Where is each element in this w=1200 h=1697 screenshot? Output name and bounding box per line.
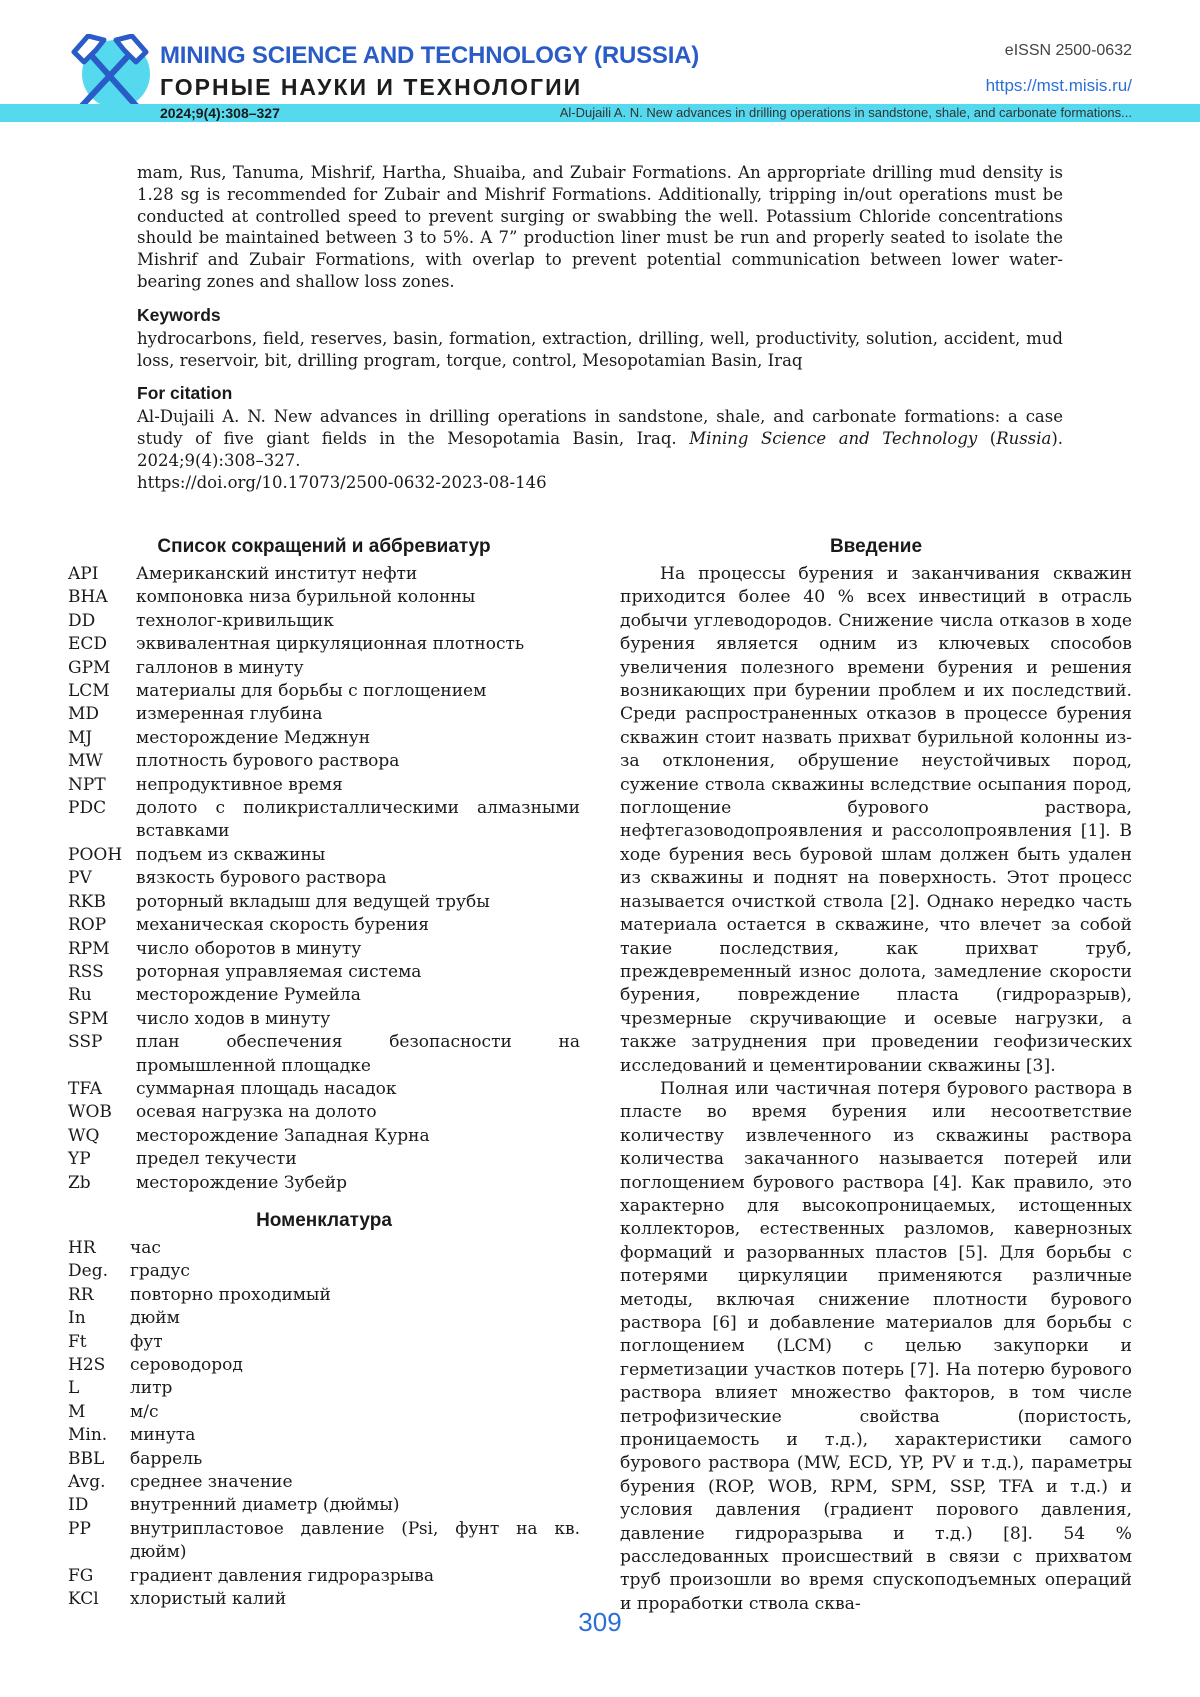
abbreviation-row-definition: роторная управляемая система	[136, 961, 422, 982]
abbreviation-row-term: WOB	[68, 1102, 112, 1123]
nomenclature-row	[68, 1377, 580, 1400]
abbreviation-row-definition: плотность бурового раствора	[136, 751, 400, 772]
abbreviation-row-term: TFA	[68, 1078, 102, 1099]
keywords-heading: Keywords	[137, 304, 221, 325]
abbreviations-title: Список сокращений и аббревиатур	[157, 536, 491, 557]
abbreviation-row-definition: месторождение Зубейр	[136, 1172, 347, 1193]
abbreviation-row-definition: осевая нагрузка на долото	[136, 1102, 377, 1123]
nomenclature-row-definition: градус	[130, 1261, 190, 1282]
nomenclature-row-term: PP	[68, 1518, 91, 1539]
abbreviation-row-definition: эквивалентная циркуляционная плотность	[136, 634, 525, 655]
abbreviation-row-term: RPM	[68, 938, 110, 959]
abbreviation-row-definition: вязкость бурового раствора	[136, 868, 387, 889]
nomenclature-row-definition: час	[130, 1237, 161, 1258]
abbreviation-row	[68, 914, 580, 937]
abbreviation-row-term: Ru	[68, 985, 92, 1006]
running-head: Al-Dujaili A. N. New advances in drilling operations in sandstone, shale, and carbonate formations...	[559, 105, 1132, 120]
journal-title-ru: ГОРНЫЕ НАУКИ И ТЕХНОЛОГИИ	[160, 74, 583, 100]
abbreviation-row	[68, 1078, 580, 1101]
abbreviation-row	[68, 984, 580, 1007]
nomenclature-row	[68, 1354, 580, 1377]
nomenclature-title: Номенклатура	[256, 1209, 392, 1231]
abbreviation-row	[68, 610, 580, 633]
abbreviation-row	[68, 657, 580, 680]
nomenclature-row-definition: фут	[130, 1331, 163, 1352]
nomenclature-row-definition: баррель	[130, 1448, 203, 1469]
intro-paragraph-2: Полная или частичная потеря бурового раствора в пласте во время бурения или несоответствие количеству извлеченного из скважины раствора количества закачанного называется потерей или поглощением бурового раствора [4]. Как правило, это характерно для высокопроницаемых, истощенных коллекторов, естественных разломов, кавернозных формаций и разорванных пластов [5]. Для борьбы с потерями циркуляции применяются различные методы, включая снижение плотности бурового раствора [6] и добавление материалов для борьбы с поглощением (LCM) с целью закупорки и герметизации участков потерь [7]. На потерю бурового раствора влияет множество факторов, в том числе петрофизические свойства (пористость, проницаемость и т.д.), характеристики самого бурового раствора (MW, ECD, YP, PV и т.д.), параметры бурения (ROP, WOB, RPM, SPM, SSP, TFA и т.д.) и условия давления (градиент порового давления, давление гидроразрыва и т.д.) [8]. 54 % расследованных происшествий в связи с прихватом труб произошли во время спускоподъемных операций и проработки ствола сква-	[620, 1078, 1132, 1614]
eissn: eISSN 2500-0632	[1004, 42, 1132, 59]
abbreviation-row-definition: технолог-кривильщик	[136, 610, 334, 631]
nomenclature-row-definition: минута	[130, 1425, 196, 1446]
abbreviation-row-definition: месторождение Западная Курна	[136, 1125, 430, 1146]
right-column	[620, 535, 1132, 1616]
left-column	[68, 535, 580, 1611]
abbreviation-row-definition: месторождение Меджнун	[136, 727, 371, 748]
citation-part1: Al-Dujaili A. N. New advances in drilling operations in sandstone, shale, and carbonate formations: a case study of five giant fields in the Mesopotamia Basin, Iraq.	[137, 407, 1063, 449]
nomenclature-row-term: FG	[68, 1565, 94, 1586]
abbreviation-row-term: ECD	[68, 634, 108, 655]
abbreviation-row-term: API	[68, 564, 99, 584]
abbreviation-row	[68, 961, 580, 984]
nomenclature-row-term: Ft	[68, 1331, 87, 1352]
abbreviation-row	[68, 1148, 580, 1171]
citation-heading: For citation	[137, 383, 233, 404]
nomenclature-row-definition: внутрипластовое давление (Psi, фунт на кв. дюйм)	[130, 1518, 580, 1563]
citation-journal: Mining Science and Technology	[689, 429, 978, 449]
citation-doi-link[interactable]: https://doi.org/10.17073/2500-0632-2023-08-146	[137, 472, 547, 492]
page-header	[0, 0, 1200, 125]
abbreviation-row-term: PDC	[68, 798, 107, 819]
nomenclature-row	[68, 1471, 580, 1494]
abbreviation-row	[68, 703, 580, 726]
abbreviation-row	[68, 633, 580, 656]
abbreviation-row-term: Zb	[68, 1172, 91, 1193]
abbreviation-row-term: RSS	[68, 961, 104, 982]
nomenclature-row-definition: внутренний диаметр (дюймы)	[130, 1495, 400, 1516]
nomenclature-row-term: H2S	[68, 1355, 106, 1375]
abstract-block	[137, 162, 1063, 494]
nomenclature-row-definition: литр	[130, 1378, 173, 1399]
nomenclature-row	[68, 1284, 580, 1307]
abbreviation-row-definition: суммарная площадь насадок	[136, 1078, 397, 1099]
abbreviation-row-term: NPT	[68, 774, 106, 795]
nomenclature-row	[68, 1237, 580, 1260]
nomenclature-row-definition: повторно проходимый	[130, 1284, 331, 1305]
nomenclature-row-definition: м/с	[130, 1401, 159, 1422]
introduction-title: Введение	[829, 536, 923, 557]
citation-paren: (	[977, 429, 997, 449]
abbreviation-row	[68, 797, 580, 844]
abbreviation-row-term: LCM	[68, 681, 110, 702]
abbreviation-row-term: POOH	[68, 844, 123, 865]
abbreviation-row-term: RKB	[68, 891, 106, 912]
abbreviation-row	[68, 586, 580, 609]
nomenclature-row-definition: хлористый калий	[130, 1589, 287, 1610]
abbreviation-row-term: MW	[68, 751, 103, 772]
abbreviation-row-definition: Американский институт нефти	[136, 564, 418, 584]
abbreviation-row	[68, 891, 580, 914]
abbreviation-row	[68, 938, 580, 961]
page-number: 309	[578, 1607, 622, 1637]
abbreviation-row-definition: план обеспечения безопасности на промышленной площадке	[136, 1032, 580, 1076]
abbreviation-row	[68, 563, 580, 586]
abbreviation-row-term: PV	[68, 868, 92, 889]
abbreviation-row	[68, 750, 580, 773]
citation-part2: ). 2024;9(4):308–327.	[137, 429, 1063, 470]
abbreviation-row-definition: месторождение Румейла	[136, 985, 361, 1006]
nomenclature-row-definition: градиент давления гидроразрыва	[130, 1565, 434, 1586]
nomenclature-row	[68, 1565, 580, 1588]
abbreviation-row-term: SSP	[68, 1032, 103, 1053]
nomenclature-row-term: M	[68, 1401, 86, 1422]
nomenclature-row-term: HR	[68, 1237, 96, 1258]
abbreviation-row-definition: галлонов в минуту	[136, 657, 304, 678]
abbreviation-row-definition: долото с поликристаллическими алмазными вставками	[136, 798, 580, 842]
header-band	[0, 104, 1200, 122]
nomenclature-row-definition: дюйм	[130, 1308, 180, 1329]
nomenclature-row-term: In	[68, 1308, 86, 1329]
abbreviation-row-term: GPM	[68, 657, 111, 678]
nomenclature-row-term: L	[68, 1378, 80, 1399]
abbreviation-row-definition: число оборотов в минуту	[136, 938, 362, 959]
abbreviation-row-definition: непродуктивное время	[136, 774, 343, 795]
nomenclature-list	[68, 1237, 580, 1612]
nomenclature-row-definition: сероводород	[130, 1355, 243, 1375]
abbreviation-row-term: YP	[68, 1149, 91, 1170]
nomenclature-row	[68, 1331, 580, 1354]
abbreviation-row	[68, 1031, 580, 1078]
abbreviation-row-definition: компоновка низа бурильной колонны	[136, 587, 476, 608]
nomenclature-row-term: ID	[68, 1495, 89, 1516]
abbreviation-row-definition: роторный вкладыш для ведущей трубы	[136, 891, 490, 912]
abbreviations-list	[68, 563, 580, 1195]
abbreviation-row	[68, 844, 580, 867]
abbreviation-row-term: ROP	[68, 915, 107, 936]
journal-website-link[interactable]: https://mst.misis.ru/	[985, 76, 1132, 95]
abbreviation-row-term: WQ	[68, 1125, 100, 1146]
nomenclature-row	[68, 1448, 580, 1471]
issue-info: 2024;9(4):308–327	[160, 105, 280, 121]
nomenclature-row-term: Min.	[68, 1425, 108, 1446]
nomenclature-row	[68, 1260, 580, 1283]
nomenclature-row-term: Deg.	[68, 1261, 108, 1282]
abbreviation-row	[68, 867, 580, 890]
nomenclature-row-term: Avg.	[68, 1472, 106, 1493]
nomenclature-row	[68, 1518, 580, 1565]
nomenclature-row-term: RR	[68, 1284, 94, 1305]
abbreviation-row-term: DD	[68, 610, 96, 631]
abbreviation-row	[68, 1172, 580, 1195]
abbreviation-row	[68, 1125, 580, 1148]
journal-title-en: MINING SCIENCE AND TECHNOLOGY (RUSSIA)	[160, 42, 700, 69]
abstract-text: mam, Rus, Tanuma, Mishrif, Hartha, Shuaiba, and Zubair Formations. An appropriate drilling mud density is 1.28 sg is recommended for Zubair and Mishrif Formations. Additionally, tripping in/out operations must be conducted at controlled speed to prevent surging or swabbing the well. Potassium Chloride concentrations should be maintained between 3 to 5%. A 7” production liner must be run and properly seated to isolate the Mishrif and Zubair Formations, with overlap to prevent potential communication between lower water-bearing zones and shallow loss zones.	[137, 163, 1063, 291]
abbreviation-row-definition: механическая скорость бурения	[136, 915, 430, 936]
abbreviation-row-term: MD	[68, 704, 100, 725]
abbreviation-row	[68, 727, 580, 750]
nomenclature-row	[68, 1401, 580, 1424]
abbreviation-row-definition: материалы для борьбы с поглощением	[136, 681, 487, 702]
nomenclature-row-definition: среднее значение	[130, 1472, 293, 1493]
abbreviation-row-definition: подъем из скважины	[136, 844, 326, 865]
abbreviation-row-definition: предел текучести	[136, 1149, 297, 1170]
abbreviation-row-definition: измеренная глубина	[136, 704, 323, 725]
abbreviation-row-term: MJ	[68, 727, 93, 748]
nomenclature-row	[68, 1424, 580, 1447]
intro-paragraph-1: На процессы бурения и заканчивания скважин приходится более 40 % всех инвестиций в отрасль добычи углеводородов. Снижение числа отказов в ходе бурения является одним из ключевых способов увеличения полезного времени бурения и решения возникающих при бурении проблем и их последствий. Среди распространенных отказов в процессе бурения скважин стоит назвать прихват бурильной колонны из-за отклонения, обрушение неустойчивых пород, сужение ствола скважины вследствие осыпания пород, поглощение бурового раствора, нефтегазоводопроявления и рассолопроявления [1]. В ходе бурения весь буровой шлам должен быть удален из скважины и поднят на поверхность. Этот процесс называется очисткой ствола [2]. Однако нередко часть материала остается в скважине, что влечет за собой такие последствия, как прихват труб, преждевременный износ долота, замедление скорости бурения, повреждение пласта (гидроразрыв), чрезмерные скручивающие и осевые нагрузки, а также затруднения при проведении геофизических исследований и цементировании скважины [3].	[620, 564, 1132, 1076]
citation-russia: Russia	[996, 429, 1052, 449]
abbreviation-row	[68, 1101, 580, 1124]
keywords-text: hydrocarbons, field, reserves, basin, formation, extraction, drilling, well, productivity, solution, accident, mud loss, reservoir, bit, drilling program, torque, control, Mesopotamian Basin, Iraq	[137, 328, 1063, 370]
abbreviation-row-definition: число ходов в минуту	[136, 1008, 331, 1029]
nomenclature-row	[68, 1307, 580, 1330]
nomenclature-row-term: KCl	[68, 1589, 99, 1610]
abbreviation-row	[68, 774, 580, 797]
abbreviation-row-term: BHA	[68, 587, 108, 608]
citation-text	[137, 406, 1063, 493]
abbreviation-row	[68, 1008, 580, 1031]
nomenclature-row	[68, 1494, 580, 1517]
nomenclature-row-term: BBL	[68, 1448, 105, 1469]
abbreviation-row-term: SPM	[68, 1008, 109, 1029]
abbreviation-row	[68, 680, 580, 703]
